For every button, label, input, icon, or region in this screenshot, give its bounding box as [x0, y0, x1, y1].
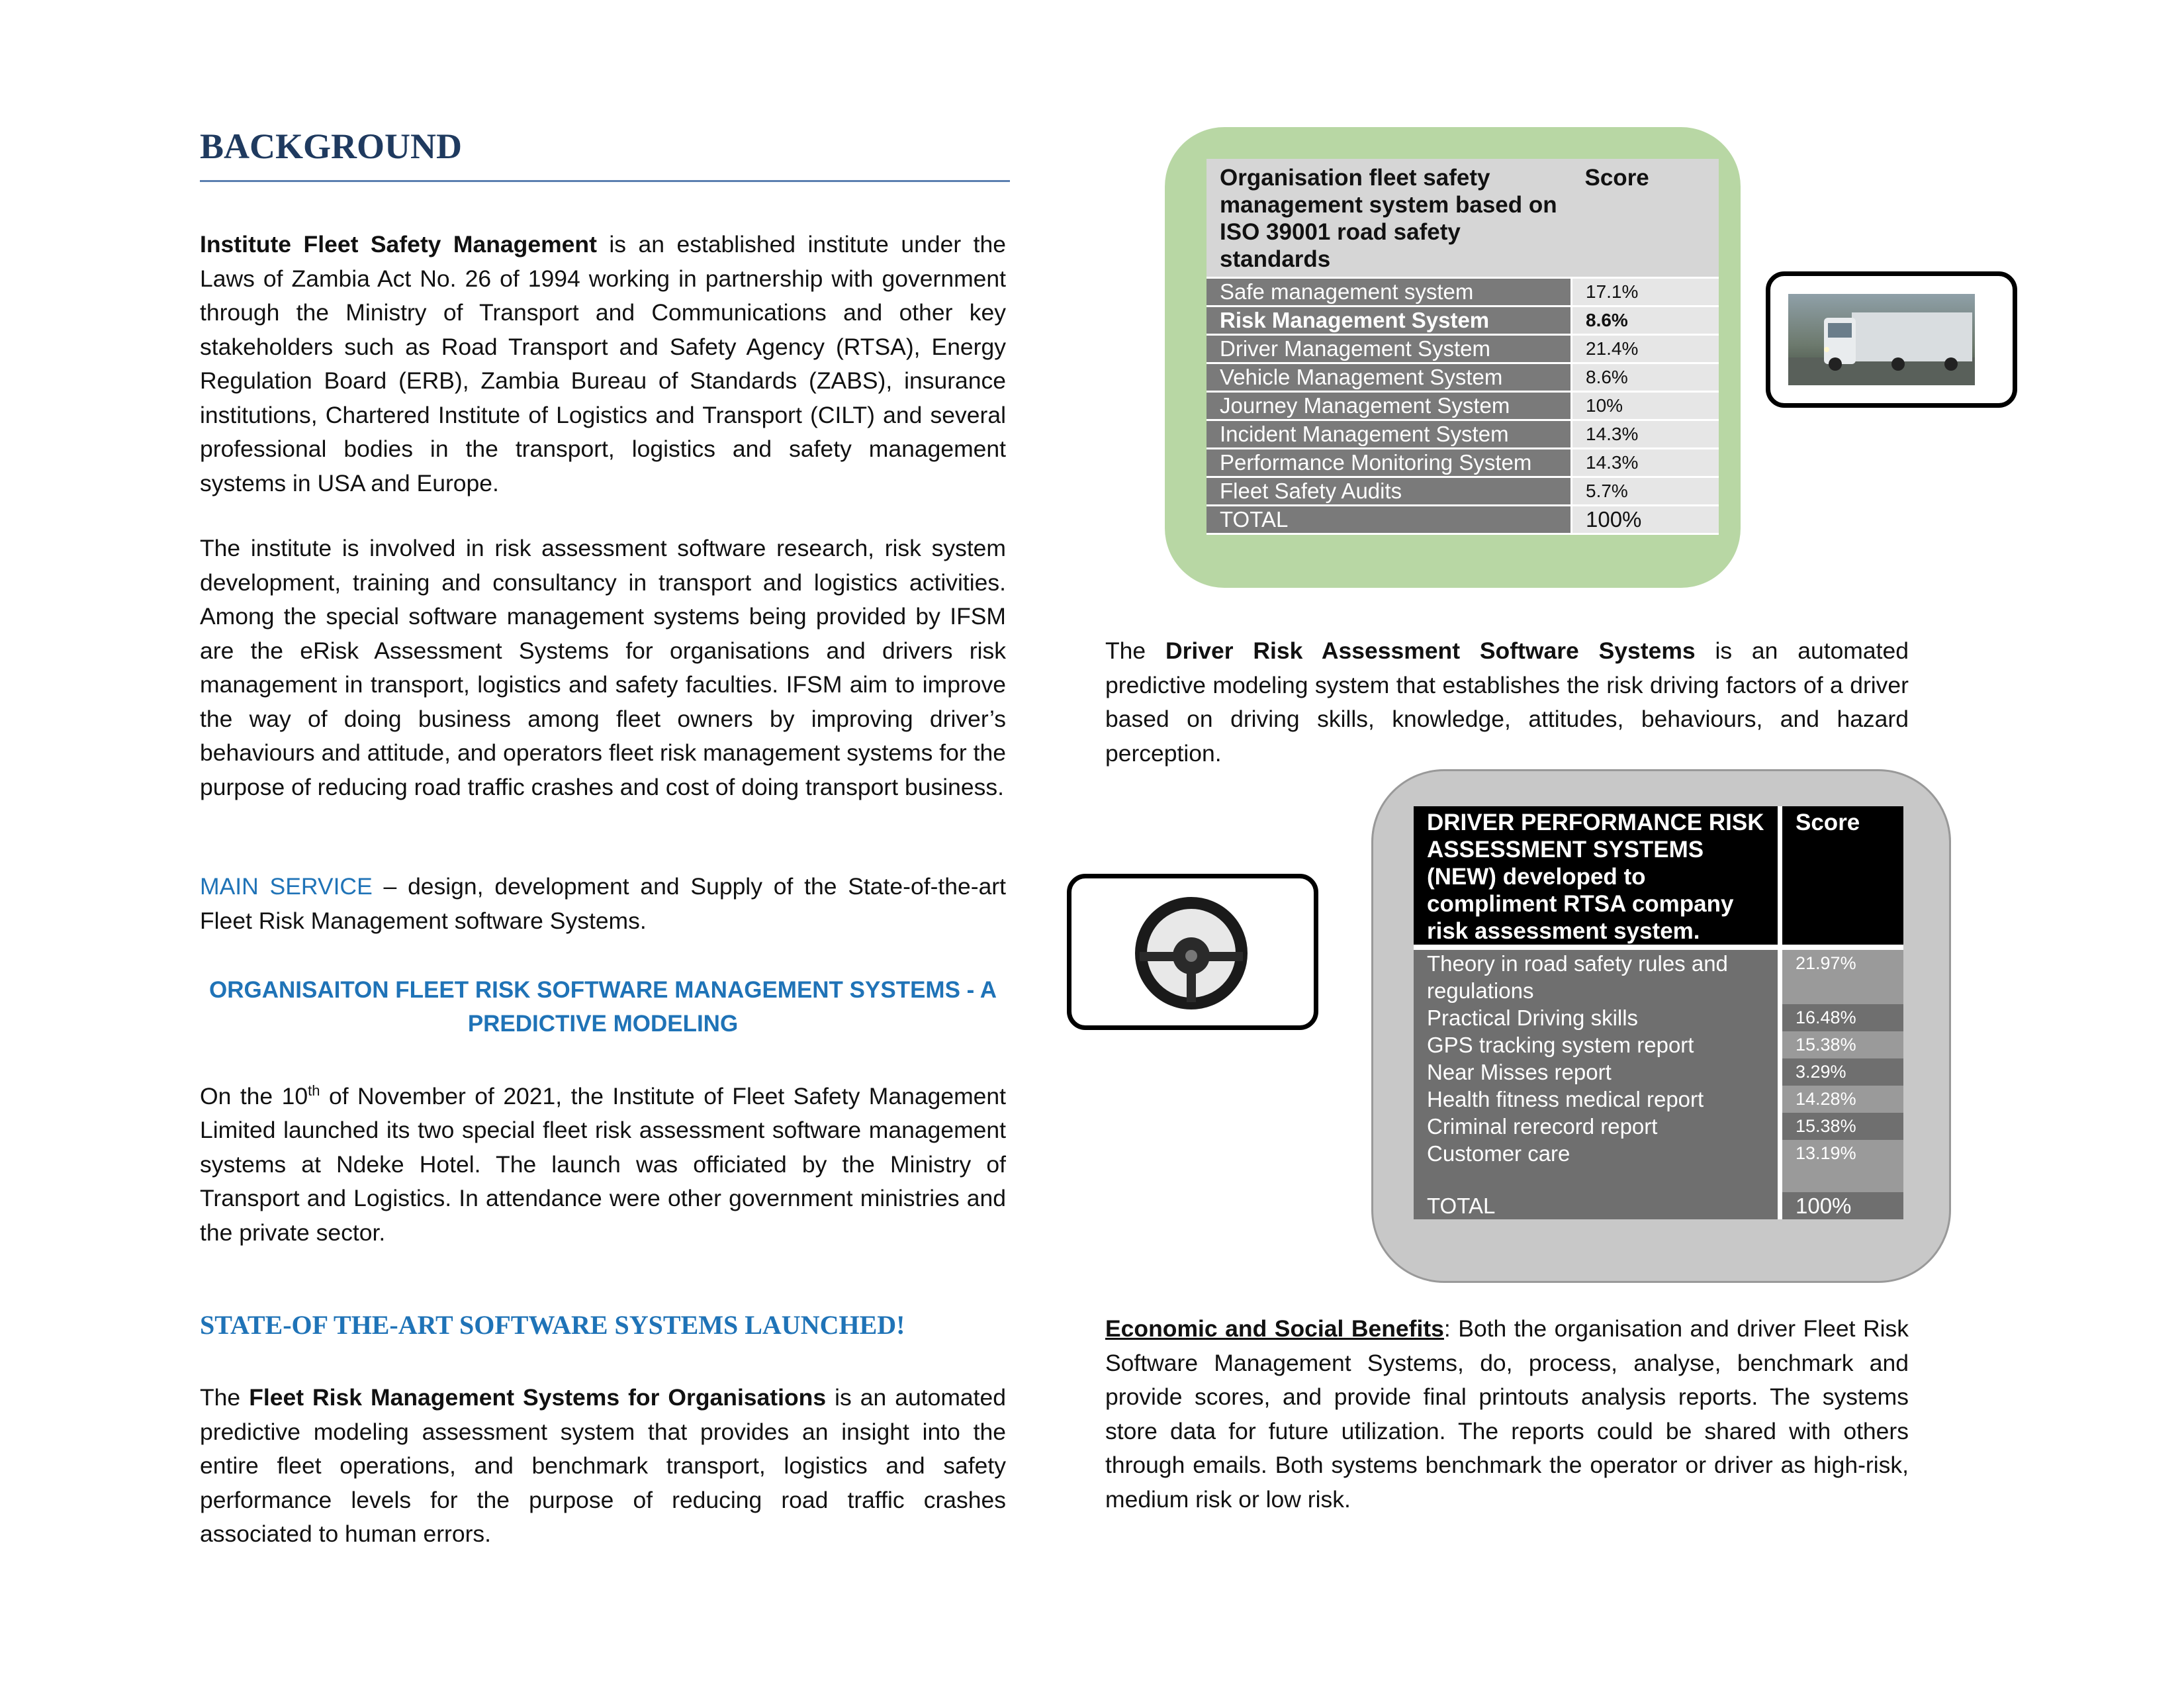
- driver-text-rest: is an automated predictive modeling system that establishes the risk driving factors of a driver based on driving skills, knowledge, attitudes, behaviours, and hazard perception.: [1105, 637, 1909, 767]
- org-header-score: Score: [1572, 159, 1719, 278]
- org-table-row: [1206, 363, 1719, 392]
- activities-text: The institute is involved in risk assessment software research, risk system development, training and consultancy in transport and logistics activities. Among the special software management systems being provided by IFSM are the eRisk Assessment Systems for organisations and drivers risk management in transport, logistics and safety faculties. IFSM aim to improve the way of doing business among fleet owners by improving driver’s behaviours and attitude, and operators fleet risk management systems for the purpose of reducing road traffic crashes and cost of doing transport business.: [200, 535, 1006, 800]
- org-row-score: 10%: [1572, 392, 1719, 420]
- org-header-label: Organisation fleet safety management system based on ISO 39001 road safety standards: [1206, 159, 1572, 278]
- truck-icon: [1766, 271, 2017, 408]
- org-row-label: Fleet Safety Audits: [1206, 477, 1572, 506]
- driver-row-label: Practical Driving skills: [1414, 1004, 1780, 1031]
- org-row-label: Safe management system: [1206, 278, 1572, 306]
- intro-paragraph: [200, 228, 1006, 500]
- benefits-label: Economic and Social Benefits: [1105, 1315, 1444, 1342]
- driver-row-score: 15.38%: [1780, 1031, 1904, 1058]
- institute-name: Institute Fleet Safety Management: [200, 231, 597, 258]
- driver-table-row: [1414, 1086, 1903, 1113]
- launch-text-start: On the 10: [200, 1082, 308, 1109]
- steering-wheel-icon: [1067, 874, 1318, 1030]
- driver-row-score: 13.19%: [1780, 1140, 1904, 1167]
- org-row-score: 8.6%: [1572, 306, 1719, 335]
- fleet-systems-paragraph: [200, 1381, 1006, 1552]
- driver-systems-name: Driver Risk Assessment Software Systems: [1165, 637, 1696, 664]
- org-table-row: [1206, 477, 1719, 506]
- title-rule: [200, 180, 1010, 182]
- launch-superscript: th: [308, 1082, 320, 1099]
- steering-wheel-frame: [1067, 874, 1318, 1030]
- driver-row-label: Theory in road safety rules and regulations: [1414, 950, 1780, 1004]
- org-score-table: [1206, 159, 1719, 535]
- driver-paragraph: [1105, 634, 1909, 771]
- driver-row-score: 3.29%: [1780, 1058, 1904, 1086]
- intro-text: is an established institute under the Laws of Zambia Act No. 26 of 1994 working in partnership with government through the Ministry of Transport and Communications and other key stakeholders such as Road Transport and Safety Agency (RTSA), Energy Regulation Board (ERB), Zambia Bureau of Standards (ZABS), insurance institutions, Chartered Institute of Logistics and Transport (CILT) and several professional bodies in the transport, logistics and safety management systems in USA and Europe.: [200, 231, 1006, 496]
- launched-heading: STATE-OF THE-ART SOFTWARE SYSTEMS LAUNCHED!: [200, 1310, 905, 1340]
- driver-row-label: Customer care: [1414, 1140, 1780, 1167]
- driver-row-label: Health fitness medical report: [1414, 1086, 1780, 1113]
- driver-row-score: 21.97%: [1780, 950, 1904, 1004]
- org-row-score: 17.1%: [1572, 278, 1719, 306]
- driver-total-label: TOTAL: [1414, 1192, 1780, 1219]
- main-service-text: – design, development and Supply of the State-of-the-art Fleet Risk Management software Systems.: [200, 873, 1006, 934]
- org-table-row: [1206, 278, 1719, 306]
- main-service-paragraph: [200, 870, 1006, 938]
- org-row-label: Vehicle Management System: [1206, 363, 1572, 392]
- org-row-score: 8.6%: [1572, 363, 1719, 392]
- org-row-label: Driver Management System: [1206, 335, 1572, 363]
- org-table-row: [1206, 392, 1719, 420]
- driver-total-score: 100%: [1780, 1192, 1904, 1219]
- driver-header-score: Score: [1780, 806, 1904, 945]
- org-row-score: 5.7%: [1572, 477, 1719, 506]
- driver-table-row: [1414, 1113, 1903, 1140]
- benefits-paragraph: [1105, 1312, 1909, 1517]
- launch-text-rest: of November of 2021, the Institute of Fleet Safety Management Limited launched its two special fleet risk assessment software management systems at Ndeke Hotel. The launch was officiated by the Ministry of Transport and Logistics. In attendance were other government ministries and the private sector.: [200, 1082, 1006, 1246]
- driver-row-score: 14.28%: [1780, 1086, 1904, 1113]
- page-title: BACKGROUND: [200, 126, 463, 166]
- org-table-total-row: [1206, 506, 1719, 534]
- org-row-score: 14.3%: [1572, 420, 1719, 449]
- org-row-score: 14.3%: [1572, 449, 1719, 477]
- driver-text-start: The: [1105, 637, 1165, 664]
- activities-paragraph: [200, 532, 1006, 804]
- fleet-text-start: The: [200, 1384, 250, 1411]
- fleet-text-rest: is an automated predictive modeling assessment system that provides an insight into the entire fleet operations, and benchmark transport, logistics and safety performance levels for the purpose of reducing road traffic crashes associated to human errors.: [200, 1384, 1006, 1547]
- org-row-label: Risk Management System: [1206, 306, 1572, 335]
- org-row-label: Incident Management System: [1206, 420, 1572, 449]
- driver-table-total-row: [1414, 1192, 1903, 1219]
- org-table-row: [1206, 335, 1719, 363]
- org-table-row: [1206, 420, 1719, 449]
- driver-table-row: [1414, 1004, 1903, 1031]
- org-total-label: TOTAL: [1206, 506, 1572, 534]
- driver-row-label: Near Misses report: [1414, 1058, 1780, 1086]
- org-table-row: [1206, 449, 1719, 477]
- benefits-text: : Both the organisation and driver Fleet Risk Software Management Systems, do, process, analyse, benchmark and provide scores, and provide final printouts analysis reports. The systems store data for future utilization. The reports could be shared with others through emails. Both systems benchmark the operator or driver as high-risk, medium risk or low risk.: [1105, 1315, 1909, 1513]
- org-systems-subheading: [200, 973, 1006, 1041]
- driver-table-row: [1414, 1058, 1903, 1086]
- driver-row-score: 15.38%: [1780, 1113, 1904, 1140]
- driver-table-row: [1414, 950, 1903, 1004]
- org-row-label: Performance Monitoring System: [1206, 449, 1572, 477]
- subheading-line-1: ORGANISAITON FLEET RISK SOFTWARE MANAGEMENT SYSTEMS - A: [208, 977, 997, 1003]
- driver-row-score: 16.48%: [1780, 1004, 1904, 1031]
- org-row-score: 21.4%: [1572, 335, 1719, 363]
- driver-table-header: [1414, 806, 1903, 945]
- driver-table-row: [1414, 1140, 1903, 1167]
- org-total-score: 100%: [1572, 506, 1719, 534]
- org-table-row: [1206, 306, 1719, 335]
- driver-row-label: Criminal rerecord report: [1414, 1113, 1780, 1140]
- truck-image-frame: [1766, 271, 2017, 408]
- driver-score-table: [1414, 806, 1903, 1219]
- driver-table-spacer: [1414, 1167, 1903, 1192]
- driver-table-row: [1414, 1031, 1903, 1058]
- driver-header-label: DRIVER PERFORMANCE RISK ASSESSMENT SYSTEMS (NEW) developed to compliment RTSA company risk assessment system.: [1414, 806, 1780, 945]
- fleet-systems-name: Fleet Risk Management Systems for Organisations: [249, 1384, 827, 1411]
- subheading-line-2: PREDICTIVE MODELING: [467, 1011, 739, 1037]
- org-table-header: [1206, 159, 1719, 278]
- main-service-label: MAIN SERVICE: [200, 873, 373, 900]
- driver-row-label: GPS tracking system report: [1414, 1031, 1780, 1058]
- org-row-label: Journey Management System: [1206, 392, 1572, 420]
- launch-paragraph: [200, 1074, 1006, 1250]
